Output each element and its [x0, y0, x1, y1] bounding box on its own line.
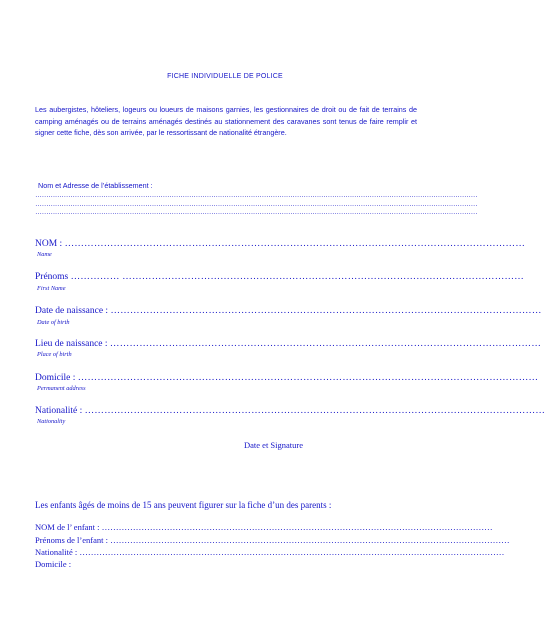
field-place-of-birth[interactable]	[35, 339, 542, 350]
establishment-line-3[interactable]: …………………………………………………………………………………………………………………………………………………………………………………	[35, 209, 478, 216]
field-date-of-birth-label: Date de naissance :	[35, 306, 109, 316]
child-nationalite-field[interactable]	[35, 547, 505, 557]
field-place-of-birth-dots: ……………………………………………………………………………………………………………………	[109, 339, 542, 349]
date-signature-label: Date et Signature	[244, 440, 304, 450]
child-domicile-field[interactable]	[35, 559, 420, 569]
field-nom[interactable]	[35, 239, 526, 250]
child-prenoms-field[interactable]	[35, 535, 510, 545]
field-prenoms-sublabel: First Name	[37, 285, 66, 292]
field-place-of-birth-sublabel: Place of birth	[37, 351, 72, 358]
field-prenoms-dots: …………… ……………………………………………………………………………………………………………	[70, 272, 525, 282]
child-nom-label: NOM de l’ enfant :	[35, 522, 100, 532]
field-domicile-dots: ……………………………………………………………………………………………………………………………	[77, 373, 539, 383]
child-nationalite-label: Nationalité :	[35, 547, 78, 557]
children-section-title: Les enfants âgés de moins de 15 ans peuvent figurer sur la fiche d’un des parents :	[35, 500, 332, 510]
field-nationalite[interactable]	[35, 406, 545, 417]
establishment-label: Nom et Adresse de l’établissement :	[38, 181, 153, 190]
field-domicile-sublabel: Permanent address	[37, 385, 86, 392]
establishment-line-2[interactable]: …………………………………………………………………………………………………………………………………………………………………………………	[35, 201, 478, 208]
field-domicile[interactable]	[35, 373, 539, 384]
field-prenoms[interactable]	[35, 272, 525, 283]
field-nationalite-label: Nationalité :	[35, 406, 83, 416]
field-nationalite-sublabel: Nationality	[37, 418, 66, 425]
field-date-of-birth-sublabel: Date of birth	[37, 319, 70, 326]
child-nom-dots: …………………………………………………………………………………………………………………………	[101, 522, 493, 532]
field-prenoms-label: Prénoms	[35, 272, 69, 282]
field-domicile-label: Domicile :	[35, 373, 76, 383]
child-nationalite-dots: ……………………………………………………………………………………………………………………………………	[79, 547, 505, 557]
establishment-line-1[interactable]: …………………………………………………………………………………………………………………………………………………………………………………	[35, 192, 478, 199]
field-place-of-birth-label: Lieu de naissance :	[35, 339, 108, 349]
field-date-of-birth-dots: ……………………………………………………………………………………………………………………	[110, 306, 542, 316]
intro-paragraph: Les aubergistes, hôteliers, logeurs ou loueurs de maisons garnies, les gestionnaires de droit ou de fait de terrains de camping aménagés ou de terrains aménagés destinés au stationnement des caravanes sont tenus de faire remplir et signer cette fiche, dès son arrivée, par le ressortissant de nationalité étrangère.	[35, 105, 417, 137]
child-prenoms-dots: ……………………………………………………………………………………………………………………………	[110, 535, 510, 545]
child-domicile-label: Domicile :	[35, 559, 72, 569]
field-nom-dots: ……………………………………………………………………………………………………………………………	[64, 239, 526, 249]
field-nationalite-dots: ……………………………………………………………………………………………………………………………	[84, 406, 545, 416]
field-date-of-birth[interactable]	[35, 306, 542, 317]
child-nom-field[interactable]	[35, 522, 493, 532]
field-nom-sublabel: Name	[37, 251, 52, 258]
field-nom-label: NOM :	[35, 239, 63, 249]
form-title: FICHE INDIVIDUELLE DE POLICE	[167, 73, 283, 80]
child-prenoms-label: Prénoms de l’enfant :	[35, 535, 108, 545]
